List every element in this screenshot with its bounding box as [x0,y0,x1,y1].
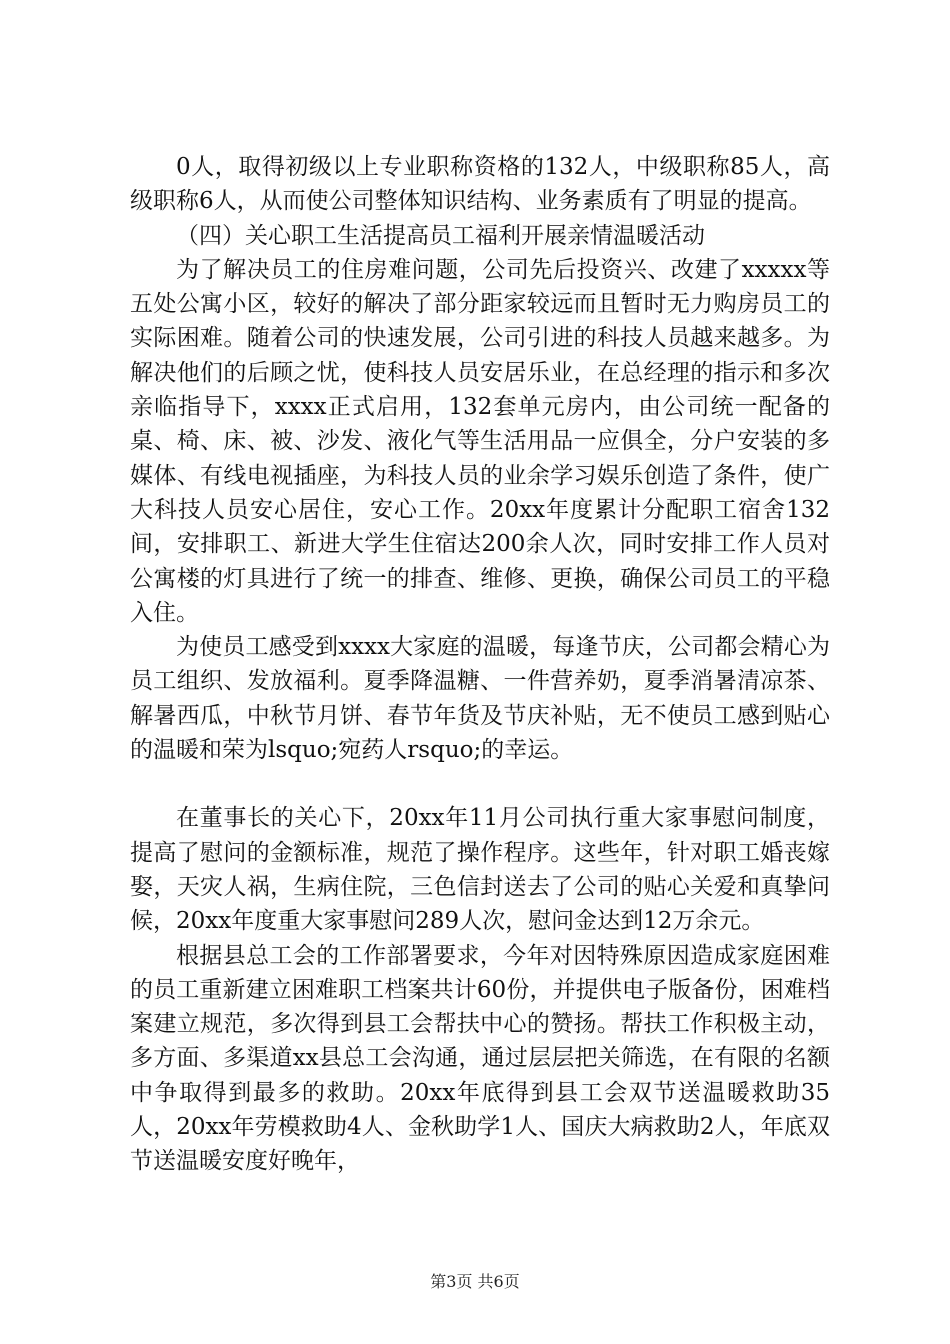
document-body [130,150,830,1179]
section-heading-4: （四）关心职工生活提高员工福利开展亲情温暖活动 [176,222,705,249]
blank-line [130,767,830,801]
paragraph-condolence: 在董事长的关心下，20xx年11月公司执行重大家事慰问制度，提高了慰问的金额标准，规范了操作程序。这些年，针对职工婚丧嫁娶，天灾人祸，生病住院，三色信封送去了公司的贴心关爱和真挚问候，20xx年度重大家事慰问289人次，慰问金达到12万余元。 [130,805,830,935]
paragraph-welfare: 为使员工感受到xxxx大家庭的温暖，每逢节庆，公司都会精心为员工组织、发放福利。夏季降温糖、一件营养奶，夏季消暑清凉茶、解暑西瓜，中秋节月饼、春节年货及节庆补贴，无不使员工感到贴心的温暖和荣为lsquo;宛药人rsquo;的幸运。 [130,634,830,764]
paragraph-housing: 为了解决员工的住房难问题，公司先后投资兴、改建了xxxxx等五处公寓小区，较好的解决了部分距家较远而且暂时无力购房员工的实际困难。随着公司的快速发展，公司引进的科技人员越来越多。为解决他们的后顾之忧，使科技人员安居乐业，在总经理的指示和多次亲临指导下，xxxx正式启用，132套单元房内，由公司统一配备的桌、椅、床、被、沙发、液化气等生活用品一应俱全，分户安装的多媒体、有线电视插座，为科技人员的业余学习娱乐创造了条件，使广大科技人员安心居住，安心工作。20xx年度累计分配职工宿舍132间，安排职工、新进大学生住宿达200余人次，同时安排工作人员对公寓楼的灯具进行了统一的排查、维修、更换，确保公司员工的平稳入住。 [130,256,830,626]
paragraph-qualifications: 0人，取得初级以上专业职称资格的132人，中级职称85人，高级职称6人，从而使公司整体知识结构、业务素质有了明显的提高。 [130,154,830,215]
paragraph-assistance: 根据县总工会的工作部署要求，今年对因特殊原因造成家庭困难的员工重新建立困难职工档案共计60份，并提供电子版备份，困难档案建立规范，多次得到县工会帮扶中心的赞扬。帮扶工作积极主动，多方面、多渠道xx县总工会沟通，通过层层把关筛选，在有限的名额中争取得到最多的救助。20xx年底得到县工会双节送温暖救助35人，20xx年劳模救助4人、金秋助学1人、国庆大病救助2人，年底双节送温暖安度好晚年， [130,942,830,1175]
page-number-footer: 第3页 共6页 [430,1272,520,1291]
